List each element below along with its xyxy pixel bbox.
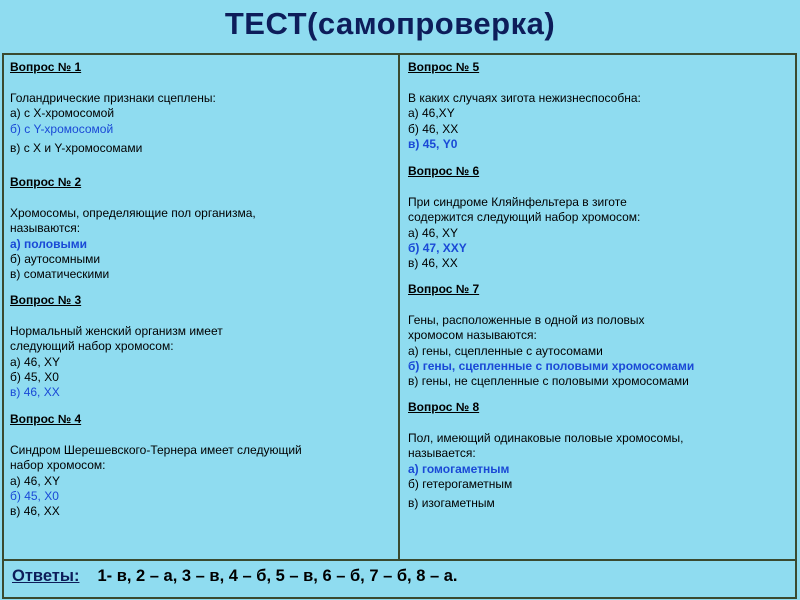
question-text-line: Нормальный женский организм имеет bbox=[10, 323, 223, 338]
question-text-line: набор хромосом: bbox=[10, 458, 106, 473]
question-text-line: б) гетерогаметным bbox=[408, 477, 513, 492]
question-text-line: в) с X и Y-хромосомами bbox=[10, 141, 143, 156]
question-text-line: При синдроме Кляйнфельтера в зиготе bbox=[408, 194, 627, 209]
question-text-line: называются: bbox=[10, 221, 81, 236]
question-text-line: б) 45, X0 bbox=[10, 370, 59, 385]
question-heading: Вопрос № 6 bbox=[408, 164, 480, 178]
question-text-line: Пол, имеющий одинаковые половые хромосомы, bbox=[408, 430, 684, 445]
answers-label: Ответы: bbox=[12, 567, 80, 585]
question-heading: Вопрос № 5 bbox=[408, 60, 480, 74]
question-text-line: в) соматическими bbox=[10, 267, 110, 282]
question-block bbox=[408, 400, 683, 512]
question-text-line: Хромосомы, определяющие пол организма, bbox=[10, 205, 256, 220]
question-heading: Вопрос № 2 bbox=[10, 175, 82, 189]
question-heading: Вопрос № 4 bbox=[10, 412, 82, 426]
spacer bbox=[408, 415, 683, 430]
question-block bbox=[408, 60, 641, 152]
column-divider bbox=[398, 53, 400, 560]
question-text-line: а) 46, XY bbox=[408, 225, 459, 240]
question-text-line: содержится следующий набор хромосом: bbox=[408, 210, 641, 225]
spacer bbox=[10, 427, 302, 442]
question-block bbox=[10, 60, 216, 156]
question-text-line: а) с X-хромосомой bbox=[10, 106, 115, 121]
question-text-line: б) аутосомными bbox=[10, 252, 101, 267]
correct-answer-option: в) 46, XX bbox=[10, 385, 60, 400]
spacer bbox=[10, 308, 223, 323]
question-text-line: в) гены, не сцепленные с половыми хромосомами bbox=[408, 374, 689, 389]
correct-answer-option: в) 45, Y0 bbox=[408, 137, 458, 152]
question-heading: Вопрос № 1 bbox=[10, 60, 82, 74]
question-text-line: называется: bbox=[408, 446, 476, 461]
question-text-line: а) гены, сцепленные с аутосомами bbox=[408, 343, 603, 358]
question-block bbox=[10, 175, 256, 283]
correct-answer-option: б) гены, сцепленные с половыми хромосомами bbox=[408, 359, 695, 374]
question-block bbox=[408, 164, 640, 272]
question-text-line: в) изогаметным bbox=[408, 496, 495, 511]
question-text-line: в) 46, XX bbox=[10, 504, 60, 519]
question-text-line: а) 46,XY bbox=[408, 106, 455, 121]
question-block bbox=[10, 412, 302, 520]
answers-divider bbox=[2, 559, 797, 561]
spacer bbox=[408, 179, 640, 194]
question-block bbox=[10, 293, 223, 401]
question-text-line: хромосом называются: bbox=[408, 328, 537, 343]
spacer bbox=[10, 190, 256, 205]
question-heading: Вопрос № 7 bbox=[408, 282, 480, 296]
question-text-line: Голандрические признаки сцеплены: bbox=[10, 90, 216, 105]
correct-answer-option: а) половыми bbox=[10, 236, 87, 251]
question-text-line: В каких случаях зигота нежизнеспособна: bbox=[408, 90, 641, 105]
spacer bbox=[10, 75, 216, 90]
question-text-line: в) 46, XX bbox=[408, 256, 458, 271]
page-title: ТЕСТ(самопроверка) bbox=[224, 6, 556, 41]
correct-answer-option: а) гомогаметным bbox=[408, 461, 510, 476]
question-text-line: Синдром Шерешевского-Тернера имеет следующий bbox=[10, 442, 302, 457]
correct-answer-option: б) 45, X0 bbox=[10, 489, 59, 504]
correct-answer-option: б) 47, XXY bbox=[408, 241, 467, 256]
question-text-line: а) 46, XY bbox=[10, 473, 61, 488]
question-heading: Вопрос № 3 bbox=[10, 293, 82, 307]
spacer bbox=[408, 75, 641, 90]
question-block bbox=[408, 282, 694, 390]
spacer bbox=[408, 297, 694, 312]
correct-answer-option: б) с Y-хромосомой bbox=[10, 121, 114, 136]
answers-row bbox=[12, 567, 458, 586]
question-heading: Вопрос № 8 bbox=[408, 400, 480, 414]
question-text-line: б) 46, XX bbox=[408, 121, 459, 136]
question-text-line: следующий набор хромосом: bbox=[10, 339, 174, 354]
question-text-line: а) 46, XY bbox=[10, 354, 61, 369]
answers-text: 1- в, 2 – а, 3 – в, 4 – б, 5 – в, 6 – б, 7 – б, 8 – а. bbox=[97, 567, 458, 585]
question-text-line: Гены, расположенные в одной из половых bbox=[408, 312, 645, 327]
